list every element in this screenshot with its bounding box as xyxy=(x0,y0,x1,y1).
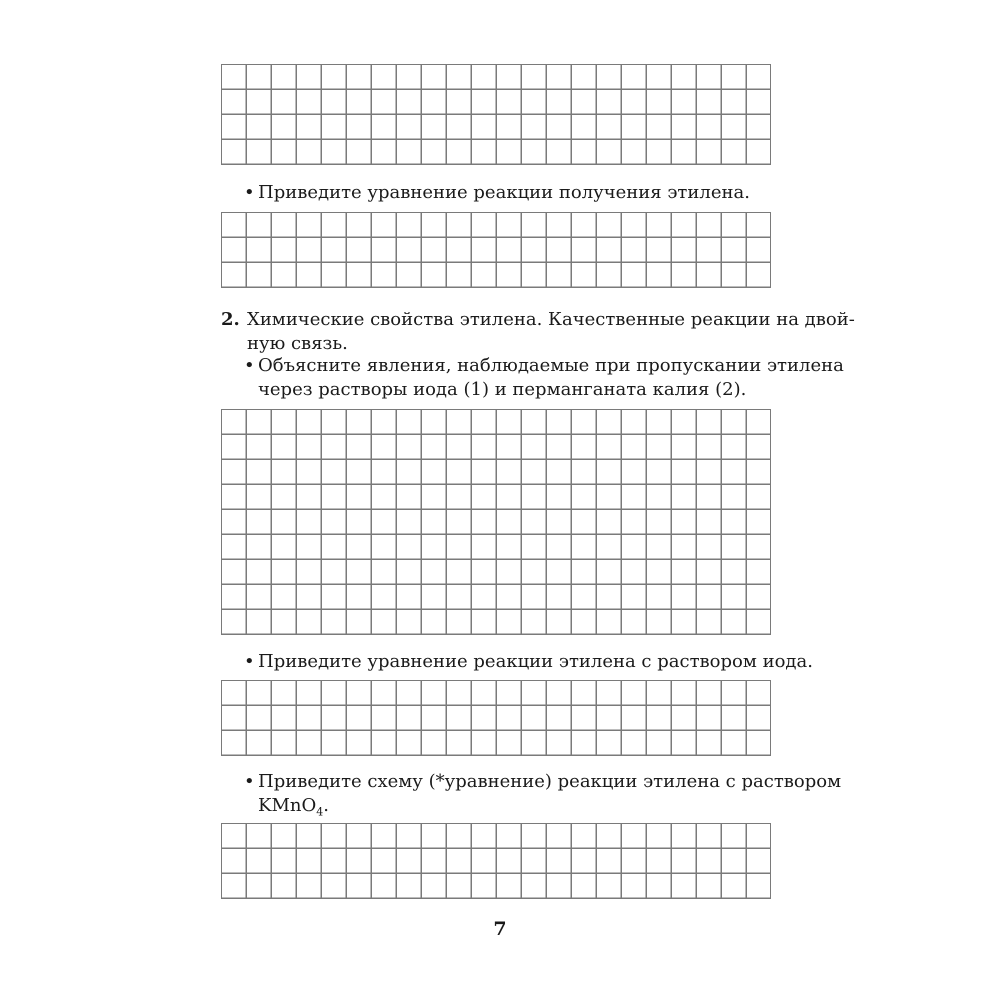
bullet-symbol: • xyxy=(244,355,255,376)
section-2-title-line1: Химические свойства этилена. Качественные реакции на двой- xyxy=(247,309,855,330)
section-2-title-line2: ную связь. xyxy=(247,333,348,354)
answer-grid-4 xyxy=(221,680,771,756)
question-1-text: Приведите уравнение реакции получения этилена. xyxy=(258,182,750,203)
bullet-question-4-line2 xyxy=(258,794,329,825)
bullet-question-3 xyxy=(244,650,813,674)
bullet-question-2-line1 xyxy=(244,354,844,378)
bullet-symbol: • xyxy=(244,182,255,203)
kmno4-formula: KMnO xyxy=(258,795,317,816)
answer-grid-5 xyxy=(221,823,771,899)
question-3-text: Приведите уравнение реакции этилена с раствором иода. xyxy=(258,651,813,672)
kmno4-subscript: 4 xyxy=(316,805,324,819)
question-2-text-line2: через растворы иода (1) и перманганата калия (2). xyxy=(258,379,747,400)
bullet-question-2-line2 xyxy=(258,378,746,402)
kmno4-period: . xyxy=(323,795,329,816)
section-2-heading-line2 xyxy=(247,332,348,356)
bullet-question-4-line1 xyxy=(244,770,841,794)
section-2-heading-line1 xyxy=(221,308,855,332)
answer-grid-2 xyxy=(221,212,771,288)
bullet-symbol: • xyxy=(244,771,255,792)
question-2-text-line1: Объясните явления, наблюдаемые при пропускании этилена xyxy=(258,355,844,376)
answer-grid-3 xyxy=(221,409,771,635)
answer-grid-1 xyxy=(221,64,771,165)
bullet-question-1 xyxy=(244,181,750,205)
question-4-text-line1: Приведите схему (*уравнение) реакции этилена с раствором xyxy=(258,771,842,792)
section-2-number: 2. xyxy=(221,309,240,330)
bullet-symbol: • xyxy=(244,651,255,672)
page-number: 7 xyxy=(493,918,507,940)
